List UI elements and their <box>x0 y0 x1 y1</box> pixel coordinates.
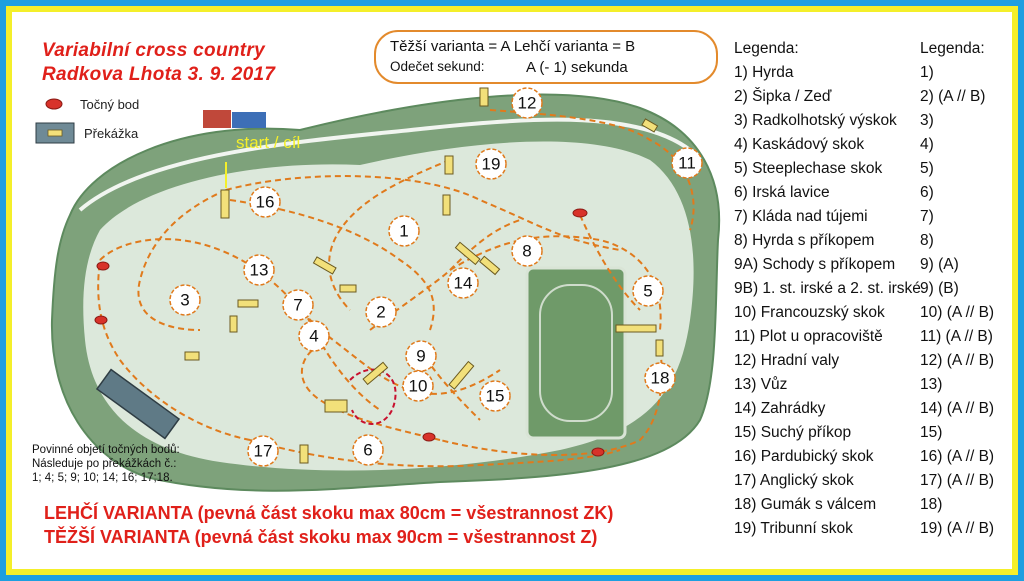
legend-variant: 14) (A // B) <box>920 400 995 417</box>
legend-variant: 9) (A) <box>920 256 959 273</box>
svg-text:17: 17 <box>253 441 273 461</box>
marker-4 <box>299 321 329 351</box>
marker-9 <box>406 341 436 371</box>
svg-text:5: 5 <box>643 281 653 301</box>
legend-item: 2) Šipka / Zeď <box>734 88 832 105</box>
note-line-3: 1; 4; 5; 9; 10; 14; 16; 17;18. <box>32 472 173 484</box>
svg-text:9: 9 <box>416 346 426 366</box>
legend-variant: 4) <box>920 136 934 153</box>
legend-variant: 6) <box>920 184 934 201</box>
svg-text:15: 15 <box>485 386 505 406</box>
svg-text:6: 6 <box>363 440 373 460</box>
legend-variant: 17) (A // B) <box>920 472 995 489</box>
legend-item: 9A) Schody s příkopem <box>734 256 896 273</box>
legend-header-right: Legenda: <box>920 40 985 57</box>
svg-text:13: 13 <box>249 260 269 280</box>
marker-3 <box>170 285 200 315</box>
legend-item: 1) Hyrda <box>734 64 794 81</box>
building-blue <box>232 112 266 128</box>
marker-1 <box>389 216 419 246</box>
legend-item: 8) Hyrda s příkopem <box>734 232 875 249</box>
legend-variant: 2) (A // B) <box>920 88 986 105</box>
legend-header-left: Legenda: <box>734 40 799 57</box>
arena <box>527 268 625 438</box>
marker-17 <box>248 436 278 466</box>
legend-item: 16) Pardubický skok <box>734 448 874 465</box>
marker-6 <box>353 435 383 465</box>
turn-point-legend-icon <box>46 99 62 109</box>
marker-19 <box>476 149 506 179</box>
start-label: start / cíl <box>236 133 301 152</box>
legend-variant: 19) (A // B) <box>920 520 995 537</box>
legend-item: 11) Plot u opracoviště <box>734 328 883 345</box>
legend-item: 5) Steeplechase skok <box>734 160 883 177</box>
note-line-1: Povinné objetí točných bodů: <box>32 444 180 456</box>
legend-item: 17) Anglický skok <box>734 472 854 489</box>
svg-text:16: 16 <box>255 192 275 212</box>
scoring-value: A (- 1) sekunda <box>526 59 628 76</box>
marker-10 <box>403 371 433 401</box>
svg-text:19: 19 <box>481 154 501 174</box>
turn-point-label: Točný bod <box>80 97 140 112</box>
legend-variant: 7) <box>920 208 934 225</box>
note-line-2: Následuje po překážkách č.: <box>32 458 177 470</box>
marker-5 <box>633 276 663 306</box>
svg-text:7: 7 <box>293 295 303 315</box>
legend-variant: 15) <box>920 424 943 441</box>
scoring-label: Odečet sekund: <box>390 59 485 74</box>
marker-8 <box>512 236 542 266</box>
title-line-2: Radkova Lhota 3. 9. 2017 <box>42 64 276 85</box>
svg-text:11: 11 <box>678 153 696 173</box>
legend-item: 7) Kláda nad tújemi <box>734 208 868 225</box>
legend-item: 3) Radkolhotský výskok <box>734 112 897 129</box>
legend-item: 19) Tribunní skok <box>734 520 853 537</box>
svg-text:10: 10 <box>408 376 428 396</box>
svg-text:8: 8 <box>522 241 532 261</box>
legend-item: 13) Vůz <box>734 376 788 393</box>
marker-13 <box>244 255 274 285</box>
legend-item: 10) Francouzský skok <box>734 304 885 321</box>
legend-variant: 8) <box>920 232 934 249</box>
marker-2 <box>366 297 396 327</box>
marker-15 <box>480 381 510 411</box>
scoring-box <box>374 30 718 84</box>
legend-variant: 18) <box>920 496 943 513</box>
marker-18 <box>645 363 675 393</box>
svg-text:14: 14 <box>453 273 473 293</box>
title-line-1: Variabilní cross country <box>42 40 265 61</box>
building-red <box>203 110 231 128</box>
legend-variant: 3) <box>920 112 934 129</box>
svg-text:18: 18 <box>650 368 670 388</box>
svg-text:12: 12 <box>517 93 537 113</box>
legend-variant: 5) <box>920 160 934 177</box>
legend-item: 18) Gumák s válcem <box>734 496 877 513</box>
legend-item: 9B) 1. st. irské a 2. st. irské <box>734 280 921 297</box>
easy-variant-text: LEHČÍ VARIANTA (pevná část skoku max 80cm = všestrannost ZK) <box>44 503 614 523</box>
legend-variant: 16) (A // B) <box>920 448 995 465</box>
svg-text:4: 4 <box>309 326 319 346</box>
marker-11 <box>672 148 702 178</box>
legend-variant: 11) (A // B) <box>920 328 993 345</box>
legend-variant: 13) <box>920 376 943 393</box>
hard-variant-text: TĚŽŠÍ VARIANTA (pevná část skoku max 90cm = všestrannost Z) <box>44 527 598 547</box>
legend-variant: 10) (A // B) <box>920 304 995 321</box>
svg-text:3: 3 <box>180 290 190 310</box>
legend-variant: 12) (A // B) <box>920 352 995 369</box>
legend-item: 15) Suchý příkop <box>734 424 852 441</box>
svg-text:1: 1 <box>399 221 409 241</box>
marker-12 <box>512 88 542 118</box>
turn-point-note <box>32 443 180 485</box>
legend-item: 14) Zahrádky <box>734 400 826 417</box>
legend-item: 4) Kaskádový skok <box>734 136 865 153</box>
marker-14 <box>448 268 478 298</box>
svg-text:2: 2 <box>376 302 386 322</box>
marker-16 <box>250 187 280 217</box>
marker-7 <box>283 290 313 320</box>
legend-item: 6) Irská lavice <box>734 184 830 201</box>
legend-variant: 1) <box>920 64 934 81</box>
legend-item: 12) Hradní valy <box>734 352 840 369</box>
scoring-line-1: Těžší varianta = A Lehčí varianta = B <box>390 38 636 55</box>
legend-variant: 9) (B) <box>920 280 959 297</box>
obstacle-label: Překážka <box>84 126 139 141</box>
